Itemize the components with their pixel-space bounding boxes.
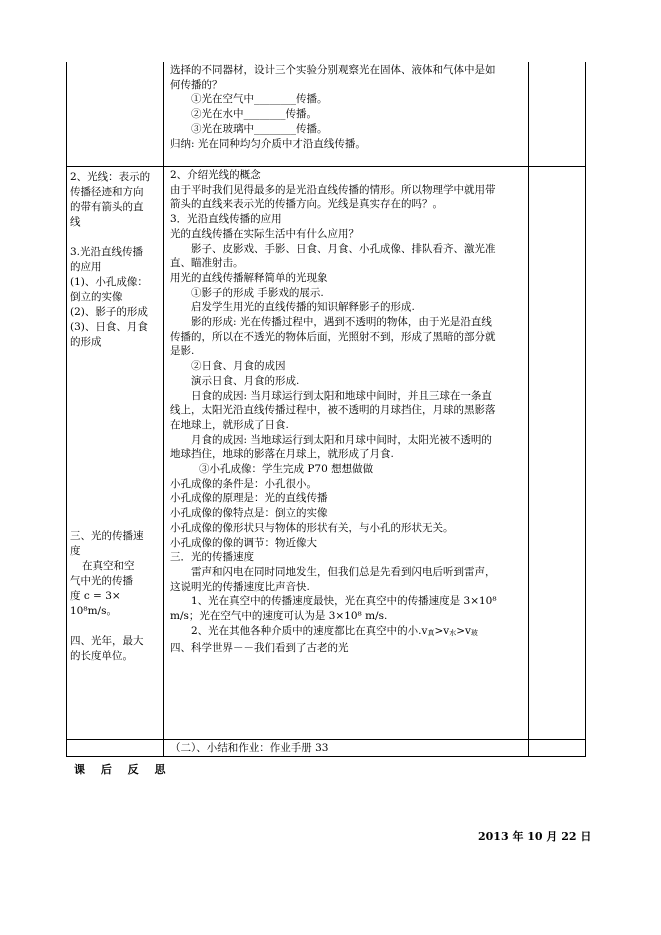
note-line: 的长度单位。 bbox=[70, 650, 133, 662]
text-line: 1、光在真空中的传播速度最快，光在真空中的传播速度是 3×10⁸ bbox=[191, 595, 497, 608]
note-line: 10⁸m/s。 bbox=[70, 605, 117, 617]
text-line: ②日食、月食的成因 bbox=[191, 360, 286, 373]
text-line: 直、瞄准射击。 bbox=[170, 257, 244, 270]
text-line: ②光在水中________传播。 bbox=[191, 108, 317, 121]
text-line: 地球挡住，地球的影落在月球上，就形成了月食. bbox=[170, 448, 394, 461]
text-line: 日食的成因: 当月球运行到太阳和地球中间时，并且三球在一条直 bbox=[191, 389, 492, 402]
note-line: 的应用 bbox=[70, 261, 102, 273]
text-line: 小孔成像的像形状只与物体的形状有关，与小孔的形状无关。 bbox=[170, 521, 454, 534]
speed-comparison-line bbox=[170, 624, 530, 641]
document-date: 2013 年 10 月 22 日 bbox=[478, 830, 592, 843]
text-line: 小孔成像的原理是：光的直线传播 bbox=[170, 492, 328, 505]
note-line: 的形成 bbox=[70, 336, 102, 348]
subscript: 水 bbox=[449, 628, 457, 637]
text-line: 由于平时我们见得最多的是光沿直线传播的情形。所以物理学中就用带 bbox=[170, 183, 496, 196]
text-line: 演示日食、月食的形成. bbox=[191, 374, 300, 387]
lesson-content bbox=[170, 168, 530, 655]
experiment-section bbox=[170, 63, 530, 151]
text-line: ③小孔成像：学生完成 P70 想想做做 bbox=[199, 463, 374, 476]
text-line: 归纳: 光在同种均匀介质中才沿直线传播。 bbox=[170, 137, 366, 150]
note-line: 传播径迹和方向 bbox=[70, 186, 144, 198]
text-line: 箭头的直线来表示光的传播方向。光线是真实存在的吗？。 bbox=[170, 198, 443, 211]
text-segment: 2、光在其他各种介质中的速度都比在真空中的小.v bbox=[191, 624, 428, 637]
text-line: （二）、小结和作业：作业手册 33 bbox=[170, 742, 329, 754]
note-line: (2)、影子的形成 bbox=[70, 306, 148, 318]
note-line: 四、光年，最大 bbox=[70, 635, 144, 647]
text-line: ①光在空气中________传播。 bbox=[191, 93, 328, 106]
text-line: ③光在玻璃中________传播。 bbox=[191, 122, 328, 135]
text-line: 雷声和闪电在同时同地发生，但我们总是先看到闪电后听到雷声， bbox=[191, 565, 496, 578]
note-line: 在真空和空 bbox=[82, 560, 135, 572]
note-line: 3.光沿直线传播 bbox=[70, 246, 144, 258]
text-line: 小孔成像的像的调节：物近像大 bbox=[170, 536, 317, 549]
table-border-bottom bbox=[66, 756, 586, 757]
text-line: 三．光的传播速度 bbox=[170, 551, 254, 564]
text-line: 选择的不同器材，设计三个实验分别观察光在固体、液体和气体中是如 bbox=[170, 64, 496, 76]
text-line: 四、科学世界－－我们看到了古老的光 bbox=[170, 641, 349, 654]
text-line: 何传播的？ bbox=[170, 78, 223, 91]
text-line: 在地球上，就形成了日食. bbox=[170, 418, 289, 431]
note-line: (1)、小孔成像： bbox=[70, 276, 148, 288]
note-line: 气中光的传播 bbox=[70, 575, 133, 587]
text-line: 影子、皮影戏、手影、日食、月食、小孔成像、排队看齐、激光准 bbox=[191, 242, 496, 255]
subscript: 玻 bbox=[470, 628, 478, 637]
note-line: 倒立的实像 bbox=[70, 291, 123, 303]
subscript: 真 bbox=[427, 628, 435, 637]
note-line: 度 bbox=[70, 545, 81, 557]
text-line: 用光的直线传播解释简单的光现象 bbox=[170, 271, 328, 284]
lesson-table bbox=[66, 62, 586, 757]
text-line: 小孔成像的条件是：小孔很小。 bbox=[170, 477, 317, 490]
text-line: 月食的成因: 当地球运行到太阳和月球中间时，太阳光被不透明的 bbox=[191, 433, 492, 446]
left-column-notes bbox=[70, 170, 159, 664]
operator: >v bbox=[434, 624, 450, 637]
note-line: (3)、日食、月食 bbox=[70, 321, 148, 333]
text-line: 是影. bbox=[170, 345, 195, 358]
text-line: 小孔成像的像特点是：倒立的实像 bbox=[170, 507, 328, 520]
note-line: 线 bbox=[70, 216, 81, 228]
reflection-heading: 课 后 反 思 bbox=[74, 763, 172, 776]
text-line: 光的直线传播在实际生活中有什么应用？ bbox=[170, 227, 359, 240]
note-line: 2、光线：表示的 bbox=[70, 171, 151, 183]
note-line: 的带有箭头的直 bbox=[70, 201, 144, 213]
row-divider bbox=[66, 166, 586, 167]
row-divider bbox=[66, 739, 586, 740]
text-line: 线上，太阳光沿直线传播过程中，被不透明的月球挡住，月球的黑影落 bbox=[170, 404, 496, 417]
summary-row bbox=[170, 741, 530, 756]
text-line: 传播的，所以在不透光的物体后面，光照射不到，形成了黑暗的部分就 bbox=[170, 330, 496, 343]
text-line: m/s；光在空气中的速度可认为是 3×10⁸ m/s. bbox=[170, 610, 388, 623]
note-line: 三、光的传播速 bbox=[70, 530, 144, 542]
text-line: 影的形成: 光在传播过程中，遇到不透明的物体，由于光是沿直线 bbox=[191, 316, 492, 329]
text-line: 启发学生用光的直线传播的知识解释影子的形成. bbox=[191, 301, 415, 314]
text-line: 这说明光的传播速度比声音快. bbox=[170, 580, 310, 593]
text-line: ①影子的形成 手影戏的展示. bbox=[191, 286, 324, 299]
operator: >v bbox=[456, 624, 471, 637]
text-line: 2、介绍光线的概念 bbox=[170, 169, 261, 181]
text-line: 3．光沿直线传播的应用 bbox=[170, 213, 282, 226]
note-line: 度 c = 3× bbox=[70, 590, 121, 602]
